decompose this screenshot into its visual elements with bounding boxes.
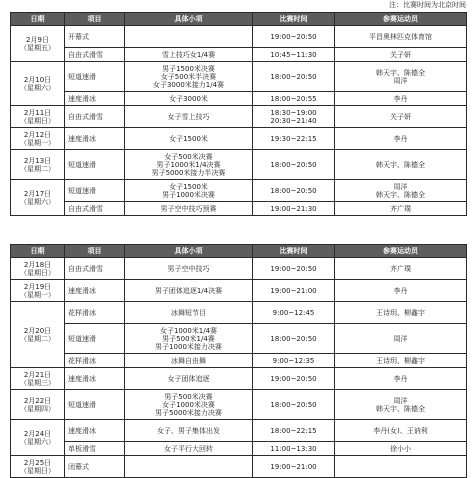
- detail-text: 男子1500米决赛: [162, 64, 215, 73]
- header-date: 日期: [11, 245, 65, 258]
- detail-text: 雪上技巧女1/4赛: [161, 50, 216, 59]
- detail-cell: [125, 180, 253, 202]
- event-cell: 开幕式: [65, 26, 125, 48]
- table-row: [11, 92, 467, 106]
- schedule-body: [11, 258, 467, 478]
- time-cell: [253, 368, 335, 390]
- date-text: 2月19日: [23, 282, 52, 291]
- time-text: 18:00~20:50: [270, 160, 317, 169]
- event-cell: 速度滑冰: [65, 368, 125, 390]
- event-cell: 自由式滑雪: [65, 202, 125, 216]
- date-cell: [11, 26, 65, 62]
- table-header: [11, 13, 467, 26]
- table-row: [11, 420, 467, 442]
- event-cell: 短道速滑: [65, 390, 125, 420]
- detail-text: 男子5000米接力决赛: [155, 408, 222, 417]
- date-cell: [11, 106, 65, 128]
- time-text: 18:00~20:50: [270, 334, 317, 343]
- time-cell: [253, 456, 335, 478]
- detail-cell: [125, 280, 253, 302]
- time-text: 19:00~21:00: [270, 462, 317, 471]
- detail-cell: [125, 128, 253, 150]
- athletes-cell: [335, 420, 467, 442]
- date-cell: [11, 258, 65, 280]
- time-cell: [253, 302, 335, 324]
- date-text: 2月20日: [23, 326, 52, 335]
- athlete-text: 关子妍: [390, 50, 411, 59]
- timezone-note: 注：比赛时间为北京时间: [389, 1, 466, 9]
- time-cell: [253, 106, 335, 128]
- detail-text: 女子500米决赛: [164, 152, 213, 161]
- detail-cell: [125, 150, 253, 180]
- header-athletes: 参赛运动员: [335, 13, 467, 26]
- time-text: 18:00~20:50: [270, 400, 317, 409]
- athlete-text: 李丹: [393, 134, 408, 143]
- athlete-text: 周洋: [393, 396, 408, 405]
- detail-text: 女子1000米1/4赛: [159, 326, 218, 335]
- detail-text: 女子平行大回转: [164, 444, 213, 453]
- table-row: [11, 456, 467, 478]
- date-text: 2月25日: [23, 458, 52, 467]
- header-date: 日期: [11, 13, 65, 26]
- detail-text: 男子团体追逐1/4决赛: [154, 286, 223, 295]
- detail-text: 男子空中技巧预赛: [160, 204, 217, 213]
- date-text: （星期日）: [20, 116, 55, 125]
- detail-text: 男子500米1/4赛: [162, 334, 215, 343]
- time-cell: [253, 92, 335, 106]
- table-row: [11, 324, 467, 354]
- athletes-cell: [335, 92, 467, 106]
- date-cell: [11, 302, 65, 368]
- detail-text: 女子500米半决赛: [160, 72, 217, 81]
- athlete-text: 王诗玥、柳鑫宇: [376, 308, 425, 317]
- athletes-cell: [335, 368, 467, 390]
- table-row: [11, 368, 467, 390]
- athletes-cell: [335, 258, 467, 280]
- date-text: 2月17日: [23, 189, 52, 198]
- athletes-cell: [335, 456, 467, 478]
- detail-cell: [125, 368, 253, 390]
- event-cell: 短道速滑: [65, 150, 125, 180]
- time-text: 18:00~20:55: [270, 94, 317, 103]
- table-header: [11, 245, 467, 258]
- event-cell: 速度滑冰: [65, 420, 125, 442]
- time-text: 11:00~13:30: [270, 444, 317, 453]
- detail-text: 男子1000米决赛: [162, 190, 215, 199]
- schedule-body: [11, 26, 467, 216]
- date-text: （星期五）: [20, 43, 55, 52]
- header-time: 比赛时间: [253, 13, 335, 26]
- table-row: [11, 258, 467, 280]
- table-row: [11, 62, 467, 92]
- date-text: （星期日）: [20, 268, 55, 277]
- athlete-text: 周洋: [393, 334, 408, 343]
- detail-text: 男子1000米接力决赛: [155, 342, 222, 351]
- athlete-text: 齐广璞: [390, 204, 411, 213]
- date-text: （星期六）: [20, 83, 55, 92]
- date-text: （星期四）: [20, 404, 55, 413]
- time-cell: [253, 180, 335, 202]
- date-cell: [11, 180, 65, 216]
- table-row: [11, 48, 467, 62]
- detail-cell: [125, 354, 253, 368]
- time-text: 20:30~21:40: [270, 116, 317, 125]
- detail-cell: [125, 258, 253, 280]
- detail-cell: [125, 26, 253, 48]
- athlete-text: 齐广璞: [390, 264, 411, 273]
- header-detail: 具体小项: [125, 245, 253, 258]
- event-cell: 花样滑冰: [65, 354, 125, 368]
- detail-text: 男子空中技巧: [167, 264, 210, 273]
- time-cell: [253, 202, 335, 216]
- time-text: 19:00~20:50: [270, 374, 317, 383]
- detail-text: 女子、男子集体出发: [157, 426, 220, 435]
- table-row: [11, 202, 467, 216]
- athletes-cell: [335, 324, 467, 354]
- date-cell: [11, 420, 65, 456]
- athlete-text: 李丹: [393, 374, 408, 383]
- detail-text: 男子5000米接力半决赛: [151, 168, 226, 177]
- table-row: [11, 302, 467, 324]
- time-text: 10:45~11:30: [270, 50, 317, 59]
- time-cell: [253, 128, 335, 150]
- time-cell: [253, 150, 335, 180]
- athlete-text: 韩天宇、陈德全: [376, 160, 425, 169]
- detail-cell: [125, 92, 253, 106]
- athletes-cell: [335, 280, 467, 302]
- detail-cell: [125, 390, 253, 420]
- date-text: 2月21日: [23, 370, 52, 379]
- event-cell: 单板滑雪: [65, 442, 125, 456]
- athlete-text: 韩天宇、陈德全: [376, 190, 425, 199]
- date-cell: [11, 150, 65, 180]
- event-cell: 速度滑冰: [65, 280, 125, 302]
- athlete-text: 韩天宇、陈德全: [376, 68, 425, 77]
- detail-text: 女子1500米: [169, 134, 208, 143]
- time-text: 19:00~20:50: [270, 32, 317, 41]
- athletes-cell: [335, 354, 467, 368]
- detail-text: 女子团体追逐: [167, 374, 210, 383]
- date-text: 2月11日: [23, 108, 52, 117]
- athlete-text: 关子妍: [390, 112, 411, 121]
- time-cell: [253, 48, 335, 62]
- event-cell: 自由式滑雪: [65, 258, 125, 280]
- table-row: [11, 106, 467, 128]
- event-cell: 闭幕式: [65, 456, 125, 478]
- athletes-cell: [335, 106, 467, 128]
- athletes-cell: [335, 128, 467, 150]
- time-text: 9:00~12:45: [272, 308, 315, 317]
- event-cell: 短道速滑: [65, 62, 125, 92]
- date-text: （星期三）: [20, 378, 55, 387]
- event-cell: 短道速滑: [65, 180, 125, 202]
- time-cell: [253, 354, 335, 368]
- date-cell: [11, 456, 65, 478]
- time-text: 18:00~22:15: [270, 426, 317, 435]
- header-time: 比赛时间: [253, 245, 335, 258]
- detail-cell: [125, 456, 253, 478]
- time-text: 19:00~21:00: [270, 286, 317, 295]
- time-text: 18:00~20:50: [270, 72, 317, 81]
- event-cell: 短道速滑: [65, 324, 125, 354]
- date-text: 2月12日: [23, 130, 52, 139]
- athlete-text: 徐小小: [390, 444, 411, 453]
- athlete-text: 李丹: [393, 286, 408, 295]
- detail-cell: [125, 106, 253, 128]
- date-cell: [11, 390, 65, 420]
- time-cell: [253, 420, 335, 442]
- date-cell: [11, 62, 65, 106]
- header-event: 项目: [65, 13, 125, 26]
- detail-cell: [125, 62, 253, 92]
- athlete-text: 韩天宇、陈德全: [376, 404, 425, 413]
- athletes-cell: [335, 62, 467, 92]
- date-text: （星期二）: [20, 164, 55, 173]
- date-text: 2月13日: [23, 156, 52, 165]
- schedule-table-1: [10, 12, 467, 216]
- detail-cell: [125, 202, 253, 216]
- time-text: 19:00~20:50: [270, 264, 317, 273]
- time-cell: [253, 258, 335, 280]
- date-text: （星期一）: [20, 290, 55, 299]
- athlete-text: 王诗玥、柳鑫宇: [376, 356, 425, 365]
- date-text: 2月10日: [23, 75, 52, 84]
- time-cell: [253, 62, 335, 92]
- athletes-cell: [335, 26, 467, 48]
- detail-text: 女子1500米: [169, 182, 208, 191]
- athlete-text: 周洋: [393, 182, 408, 191]
- header-athletes: 参赛运动员: [335, 245, 467, 258]
- event-cell: 自由式滑雪: [65, 48, 125, 62]
- detail-text: 男子500米决赛: [164, 392, 213, 401]
- detail-text: 女子3000米接力1/4赛: [152, 80, 225, 89]
- detail-text: 女子1000米决赛: [162, 400, 215, 409]
- time-text: 18:30~19:00: [270, 108, 317, 117]
- time-text: 19:00~21:30: [270, 204, 317, 213]
- table-row: [11, 150, 467, 180]
- athletes-cell: [335, 442, 467, 456]
- date-text: （星期六）: [20, 437, 55, 446]
- event-cell: 花样滑冰: [65, 302, 125, 324]
- athlete-text: 李丹: [393, 94, 408, 103]
- event-cell: 自由式滑雪: [65, 106, 125, 128]
- detail-cell: [125, 302, 253, 324]
- detail-text: 男子1000米1/4决赛: [156, 160, 221, 169]
- time-cell: [253, 324, 335, 354]
- table-row: [11, 180, 467, 202]
- date-text: （星期二）: [20, 334, 55, 343]
- athletes-cell: [335, 150, 467, 180]
- detail-text: 女子3000米: [169, 94, 208, 103]
- table-row: [11, 354, 467, 368]
- date-text: 2月24日: [23, 429, 52, 438]
- detail-cell: [125, 48, 253, 62]
- time-cell: [253, 442, 335, 456]
- table-row: [11, 442, 467, 456]
- time-text: 9:00~12:35: [272, 356, 315, 365]
- athletes-cell: [335, 48, 467, 62]
- table-row: [11, 128, 467, 150]
- event-cell: 速度滑冰: [65, 128, 125, 150]
- athletes-cell: [335, 202, 467, 216]
- time-cell: [253, 26, 335, 48]
- date-text: 2月18日: [23, 260, 52, 269]
- detail-cell: [125, 420, 253, 442]
- athletes-cell: [335, 390, 467, 420]
- date-text: （星期六）: [20, 197, 55, 206]
- athlete-text: 周洋: [393, 76, 408, 85]
- time-cell: [253, 280, 335, 302]
- athletes-cell: [335, 302, 467, 324]
- table-row: [11, 390, 467, 420]
- date-text: 2月22日: [23, 396, 52, 405]
- time-text: 19:30~22:15: [270, 134, 317, 143]
- athlete-text: 李丹(女)、王讷利: [373, 426, 428, 435]
- header-event: 项目: [65, 245, 125, 258]
- time-text: 18:00~20:50: [270, 186, 317, 195]
- header-detail: 具体小项: [125, 13, 253, 26]
- athletes-cell: [335, 180, 467, 202]
- table-row: [11, 26, 467, 48]
- detail-cell: [125, 324, 253, 354]
- athlete-text: 平昌奥林匹克体育馆: [369, 32, 432, 41]
- table-row: [11, 280, 467, 302]
- event-cell: 速度滑冰: [65, 92, 125, 106]
- date-cell: [11, 280, 65, 302]
- date-text: （星期一）: [20, 138, 55, 147]
- date-text: （星期日）: [20, 466, 55, 475]
- detail-text: 冰舞短节目: [171, 308, 206, 317]
- time-cell: [253, 390, 335, 420]
- detail-text: 女子雪上技巧: [167, 112, 210, 121]
- date-cell: [11, 368, 65, 390]
- date-text: 2月9日: [26, 35, 49, 44]
- date-cell: [11, 128, 65, 150]
- detail-cell: [125, 442, 253, 456]
- schedule-table-2: [10, 244, 467, 478]
- detail-text: 冰舞自由舞: [171, 356, 206, 365]
